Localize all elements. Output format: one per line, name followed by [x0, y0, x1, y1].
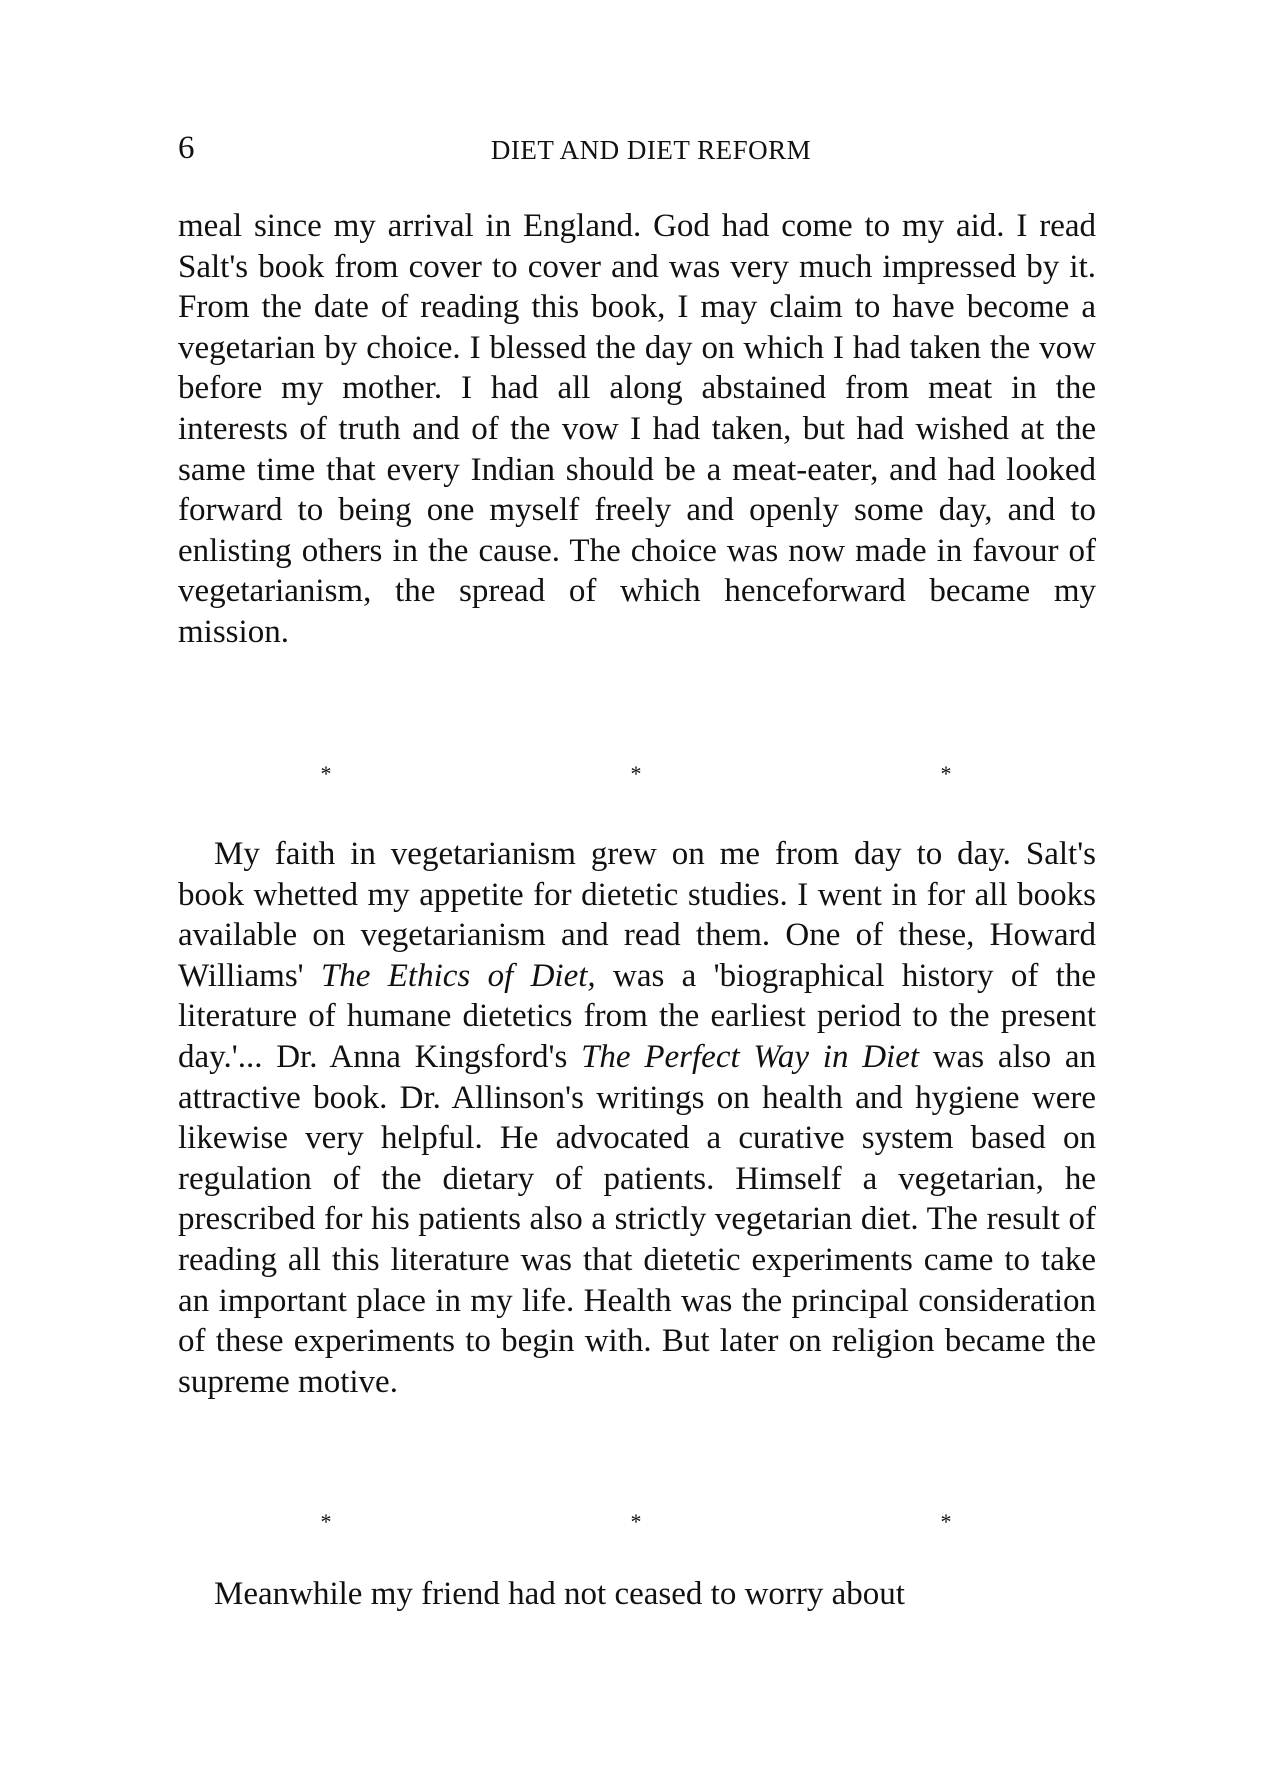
paragraph-3: Meanwhile my friend had not ceased to worry about	[214, 1576, 905, 1612]
paragraph-2-text-b: was a 'biographical history of the literature of humane dietetics from the earliest period to the present day.'... Dr. Anna Kingsford's	[178, 957, 1097, 1075]
page-header	[178, 128, 1096, 168]
paragraph-2-text-c: was also an attractive book. Dr. Allinson's writings on health and hygiene were likewise very helpful. He advocated a curative system based on regulation of the dietary of patients. Himself a vegetarian, he prescribed for his patients also a strictly vegetarian diet. The result of reading all this literature was that dietetic experiments came to take an important place in my life. Health was the principal consideration of these experiments to begin with. But later on religion became the supreme motive.	[178, 1038, 1096, 1400]
page-number: 6	[178, 130, 195, 166]
separator-asterisk: *	[940, 1509, 952, 1534]
paragraph-1: meal since my arrival in England. God had come to my aid. I read Salt's book from cover to cover and was very much impressed by it. From the date of reading this book, I may claim to have become a vegetarian by choice. I blessed the day on which I had taken the vow before my mother. I had all along abstained from meat in the interests of truth and of the vow I had taken, but had wished at the same time that every Indian should be a meat-eater, and had looked forward to being one myself freely and openly some day, and to enlisting others in the cause. The choice was now made in favour of vegetarianism, the spread of which henceforward became my mission.	[178, 208, 1096, 650]
separator-asterisk: *	[630, 1509, 642, 1534]
separator-asterisk: *	[940, 761, 952, 786]
running-title: DIET AND DIET REFORM	[490, 135, 812, 165]
separator-asterisk: *	[320, 761, 332, 786]
book-title-ethics-of-diet: The Ethics of Diet,	[320, 957, 596, 994]
separator-asterisk: *	[630, 761, 642, 786]
book-title-perfect-way-in-diet: The Perfect Way in Diet	[581, 1038, 920, 1075]
paragraph-2-text-a: My faith in vegetarianism grew on me from day to day. Salt's book whetted my appetite for dietetic studies. I went in for all books available on vegetarianism and read them. One of these, Howard Williams'	[178, 836, 1096, 994]
separator-asterisk: *	[320, 1509, 332, 1534]
paragraph-2	[178, 834, 1096, 1402]
section-separator-1	[178, 762, 1096, 786]
section-separator-2	[178, 1510, 1096, 1534]
